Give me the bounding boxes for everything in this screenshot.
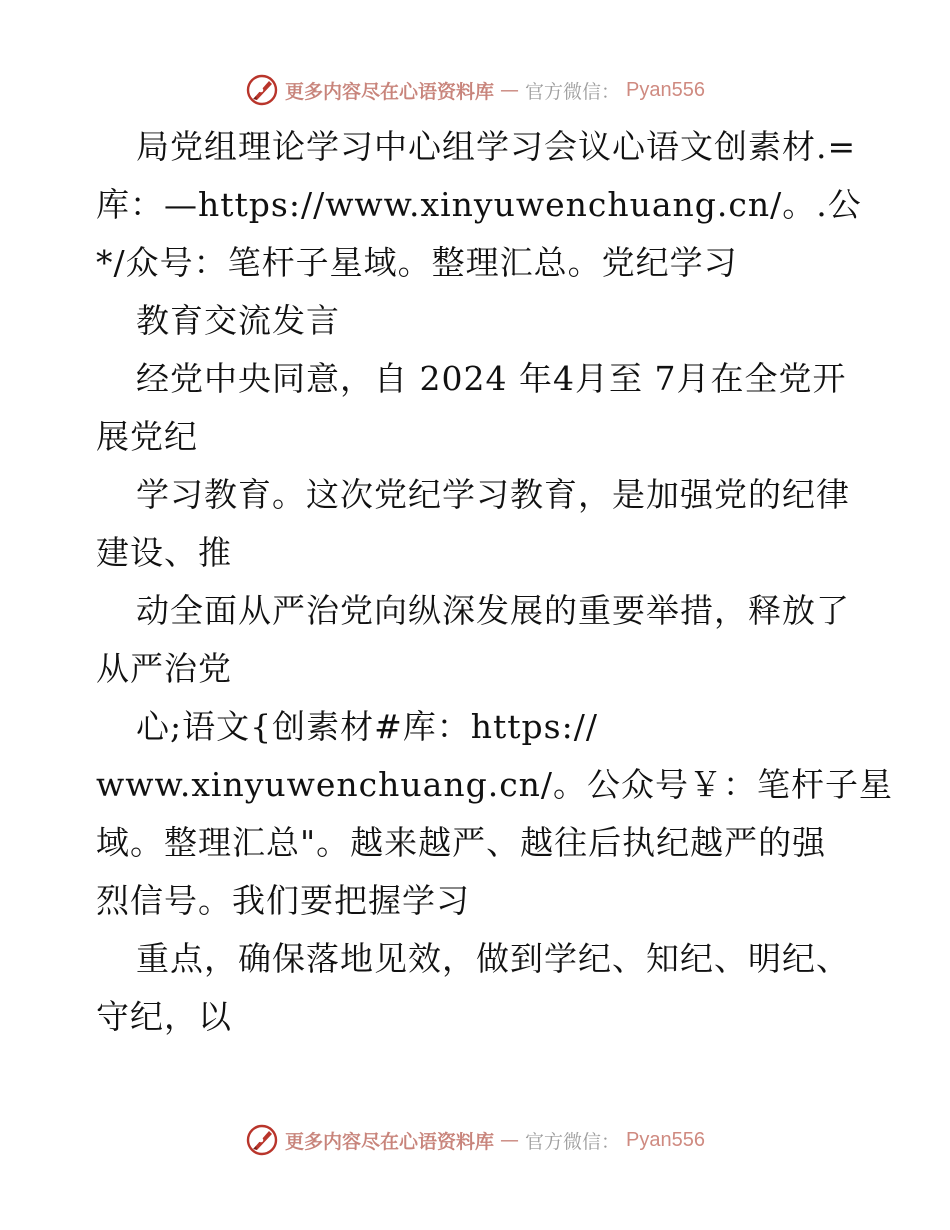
banner-wechat-id: Pyan556 [626,1128,705,1151]
banner-separator: — [500,1129,520,1151]
text-line: 守纪，以 [96,997,232,1036]
text-line: 经党中央同意，自 2024 年4月至 7月在全党开 [136,359,847,398]
text-line: 域。整理汇总"。越来越严、越往后执纪越严的强 [96,823,827,862]
text-line: 重点，确保落地见效，做到学纪、知纪、明纪、 [136,939,850,978]
text-line: 局党组理论学习中心组学习会议心语文创素材.= [136,127,857,166]
text-line: 动全面从严治党向纵深发展的重要举措，释放了 [136,591,850,630]
banner-wechat-label: 官方微信： [525,80,621,103]
header-banner [0,70,950,110]
text-line: 心;语文{创素材#库：https:// [136,707,598,746]
text-line: 烈信号。我们要把握学习 [96,881,470,920]
banner-wechat-id: Pyan556 [626,78,705,101]
quill-logo-icon [245,1123,279,1157]
text-line: 展党纪 [96,417,198,456]
banner-main-text: 更多内容尽在心语资料库 [285,1130,495,1153]
text-line: 学习教育。这次党纪学习教育，是加强党的纪律 [136,475,850,514]
text-line: 从严治党 [96,649,232,688]
banner-wechat-label: 官方微信： [525,1130,621,1153]
banner-main-text: 更多内容尽在心语资料库 [285,80,495,103]
footer-banner [0,1120,950,1160]
quill-logo-icon [245,73,279,107]
banner-separator: — [500,79,520,101]
text-line: 建设、推 [96,533,232,572]
body-text [96,118,894,1046]
text-line: www.xinyuwenchuang.cn/。公众号￥：笔杆子星 [96,765,894,804]
text-line: 库：—https://www.xinyuwenchuang.cn/。.公 [96,185,862,224]
text-line: */众号：笔杆子星域。整理汇总。党纪学习 [96,243,738,282]
text-line: 教育交流发言 [136,301,340,340]
